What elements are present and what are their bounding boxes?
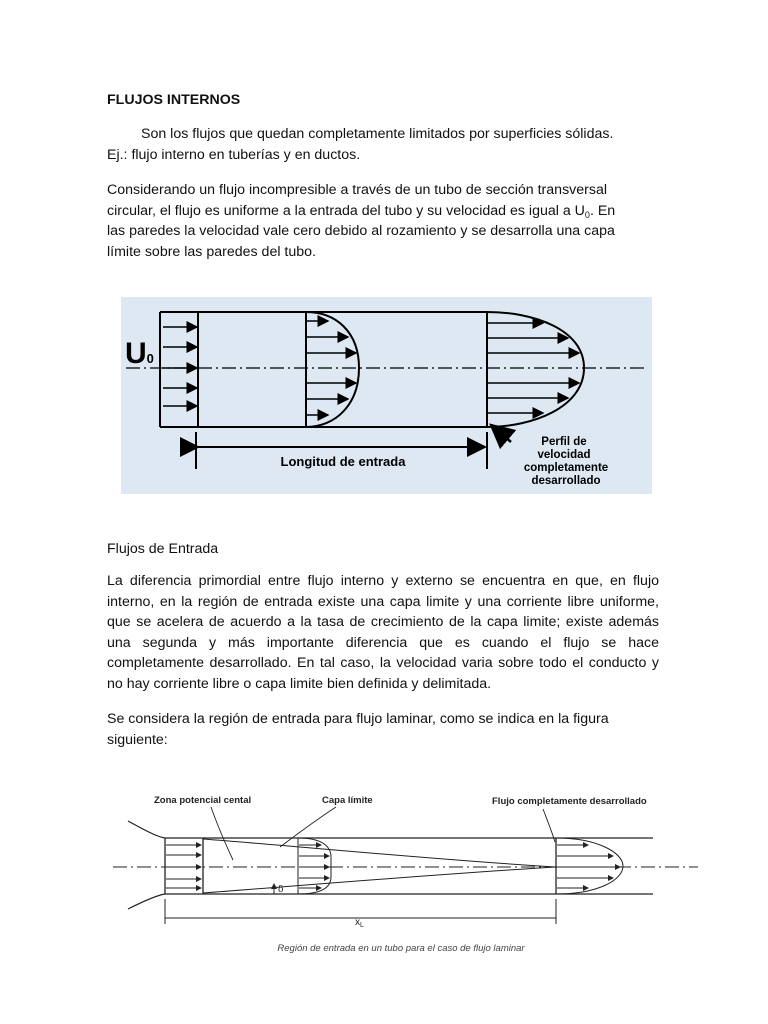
u0-label: U0 [125, 337, 154, 370]
laminar-entrance-diagram [108, 787, 700, 957]
developing-profile [306, 312, 359, 427]
section-heading: FLUJOS INTERNOS [107, 92, 241, 108]
paragraph-line: circular, el flujo es uniforme a la entrada del tubo y su velocidad es igual a $U_0$. En [107, 202, 616, 220]
central-potential-zone-label: Zona potencial cental [154, 795, 252, 806]
paragraph-entrance-flows: La diferencia primordial entre flujo interno y externo se encuentra en que, en flujo interno, en la región de entrada existe una capa limite y una corriente libre uniforme, que se acelera de acuerdo a la tasa de crecimiento de la capa limite; existe además una segunda y más importante diferencia que es cuando el flujo se hace completamente desarrollado. En tal caso, la velocidad varia sobre todo el conducto y no hay corriente libre o capa limite bien definida y delimitada. [107, 573, 659, 692]
paragraph-line: Se considera la región de entrada para flujo laminar, como se indica en la figura [107, 711, 609, 727]
developed-profile [556, 838, 623, 894]
profile-label-line: velocidad [537, 449, 591, 461]
subheading-entrance-flows: Flujos de Entrada [107, 541, 219, 557]
uniform-profile-arrows [163, 327, 197, 406]
paragraph-line: siguiente: [107, 731, 168, 748]
inlet-profile-arrows [166, 845, 201, 888]
entrance-length-diagram [121, 297, 652, 494]
boundary-layer-edges [203, 839, 556, 893]
paragraph-figure-intro [107, 709, 659, 750]
paragraph-line: Considerando un flujo incompresible a través de un tubo de sección transversal [107, 182, 608, 198]
profile-label-line: Perfil de [541, 436, 587, 448]
label-leaders [211, 807, 555, 860]
paragraph-incompressible-flow [107, 180, 659, 262]
profile-pointer-arrow [491, 425, 511, 442]
paragraph-line: límite sobre las paredes del tubo. [107, 243, 316, 260]
xl-dimension [165, 899, 556, 924]
fully-developed-flow-label: Flujo completamente desarrollado [492, 796, 647, 807]
profile-label-line: completamente [523, 462, 609, 474]
paragraph-line: Ej.: flujo interno en tuberías y en ductos. [107, 146, 361, 163]
delta-label: δ [278, 885, 284, 895]
developed-profile [487, 312, 584, 427]
tube-walls [160, 312, 487, 427]
pipe-walls [165, 838, 653, 894]
paragraph-line: Son los flujos que quedan completamente limitados por superficies sólidas. [141, 126, 614, 142]
xl-label: $x_L$ [355, 917, 364, 929]
paragraph-line: las paredes la velocidad vale cero debido al rozamiento y se desarrolla una capa [107, 223, 615, 240]
boundary-layer-label: Capa límite [322, 795, 373, 806]
figure-caption: Región de entrada en un tubo para el caso de flujo laminar [277, 943, 525, 954]
inlet-flare [128, 821, 165, 909]
entrance-length-label: Longitud de entrada [280, 454, 406, 469]
paragraph-definition [107, 124, 659, 165]
profile-label-line: desarrollado [531, 475, 601, 487]
